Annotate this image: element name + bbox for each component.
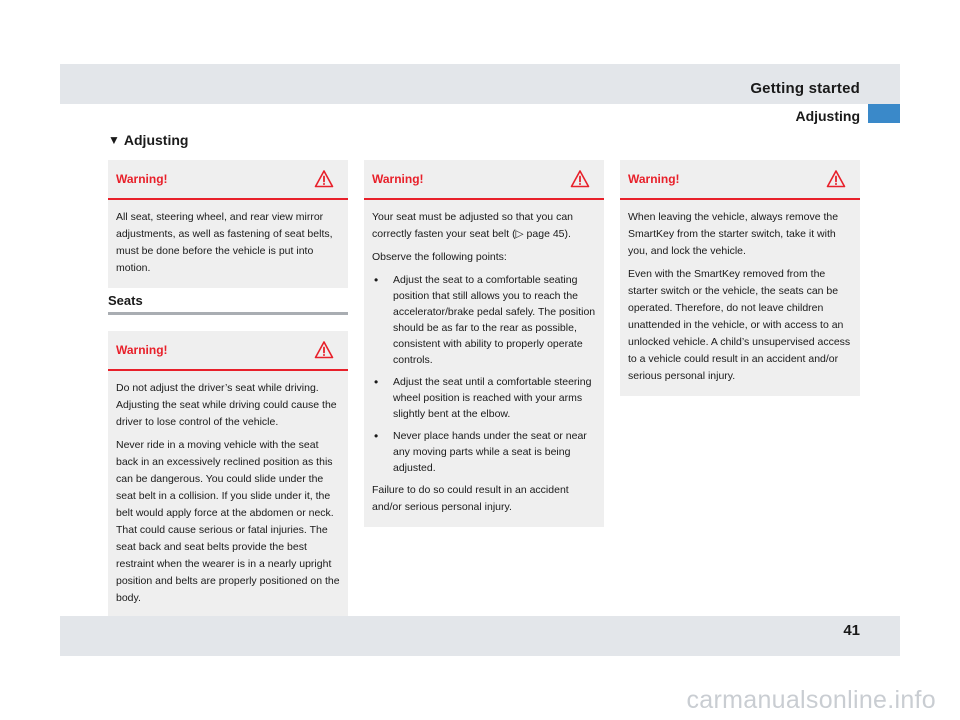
chapter-title: Getting started — [750, 80, 860, 97]
list-item: • Adjust the seat until a comfortable steering wheel position is reached with your arms slightly bent at the elbow. — [372, 374, 596, 422]
warning-closing: Failure to do so could result in an accident and/or serious personal injury. — [372, 484, 569, 513]
warning-box-seat-belt — [364, 160, 604, 527]
warning-body — [108, 371, 348, 618]
seats-heading: Seats — [108, 293, 143, 308]
warning-body — [364, 200, 604, 527]
warning-bullet-list — [372, 272, 596, 476]
warning-triangle-icon — [314, 340, 334, 360]
main-heading-text: Adjusting — [123, 132, 189, 148]
warning-paragraph: When leaving the vehicle, always remove the SmartKey from the starter switch, take it with you, and lock the vehicle. — [628, 211, 839, 257]
seats-divider — [108, 312, 348, 315]
main-heading — [108, 132, 188, 148]
warning-triangle-icon — [314, 169, 334, 189]
warning-header — [108, 160, 348, 200]
warning-header — [620, 160, 860, 200]
warning-triangle-icon — [826, 169, 846, 189]
warning-paragraph: Never ride in a moving vehicle with the seat back in an excessively reclined position as this can be dangerous. You could slide under the seat belt in a collision. If you slide under it, the belt would apply force at the abdomen or neck. That could cause serious or fatal injuries. The seat back and seat belts provide the best restraint when the wearer is in a nearly upright position and belts are properly positioned on the body. — [116, 439, 340, 604]
warning-box-smartkey — [620, 160, 860, 396]
warning-paragraph: Do not adjust the driver’s seat while driving. Adjusting the seat while driving could cause the driver to lose control of the vehicle. — [116, 382, 337, 428]
warning-box-mirror-adjustment — [108, 160, 348, 288]
warning-title: Warning! — [116, 343, 168, 357]
list-item: • Never place hands under the seat or near any moving parts while a seat is being adjusted. — [372, 428, 596, 476]
page-number: 41 — [843, 622, 860, 639]
warning-title: Warning! — [372, 172, 424, 186]
warning-triangle-icon — [570, 169, 590, 189]
warning-intro: Your seat must be adjusted so that you can correctly fasten your seat belt (▷ page 45). — [372, 211, 573, 240]
warning-box-driver-seat — [108, 331, 348, 618]
section-title: Adjusting — [795, 108, 860, 124]
triangle-down-icon: ▼ — [108, 133, 120, 147]
warning-paragraph: All seat, steering wheel, and rear view mirror adjustments, as well as fastening of seat belts, must be done before the vehicle is put into motion. — [116, 211, 333, 274]
list-item: • Adjust the seat to a comfortable seating position that still allows you to reach the accelerator/brake pedal safely. The position should be as far to the rear as possible, consistent with ability to properly operate controls. — [372, 272, 596, 368]
watermark: carmanualsonline.info — [686, 686, 936, 714]
warning-body — [620, 200, 860, 396]
chapter-tab-marker — [868, 104, 900, 123]
warning-title: Warning! — [628, 172, 680, 186]
warning-body — [108, 200, 348, 288]
warning-paragraph: Even with the SmartKey removed from the starter switch or the vehicle, the seats can be operated. Therefore, do not leave children unattended in the vehicle, or with access to an unlocked vehicle. A child’s unsupervised access to a vehicle could result in an accident and/or serious personal injury. — [628, 268, 851, 382]
footer-band — [60, 616, 900, 656]
warning-title: Warning! — [116, 172, 168, 186]
warning-lead: Observe the following points: — [372, 251, 507, 263]
warning-header — [108, 331, 348, 371]
warning-header — [364, 160, 604, 200]
